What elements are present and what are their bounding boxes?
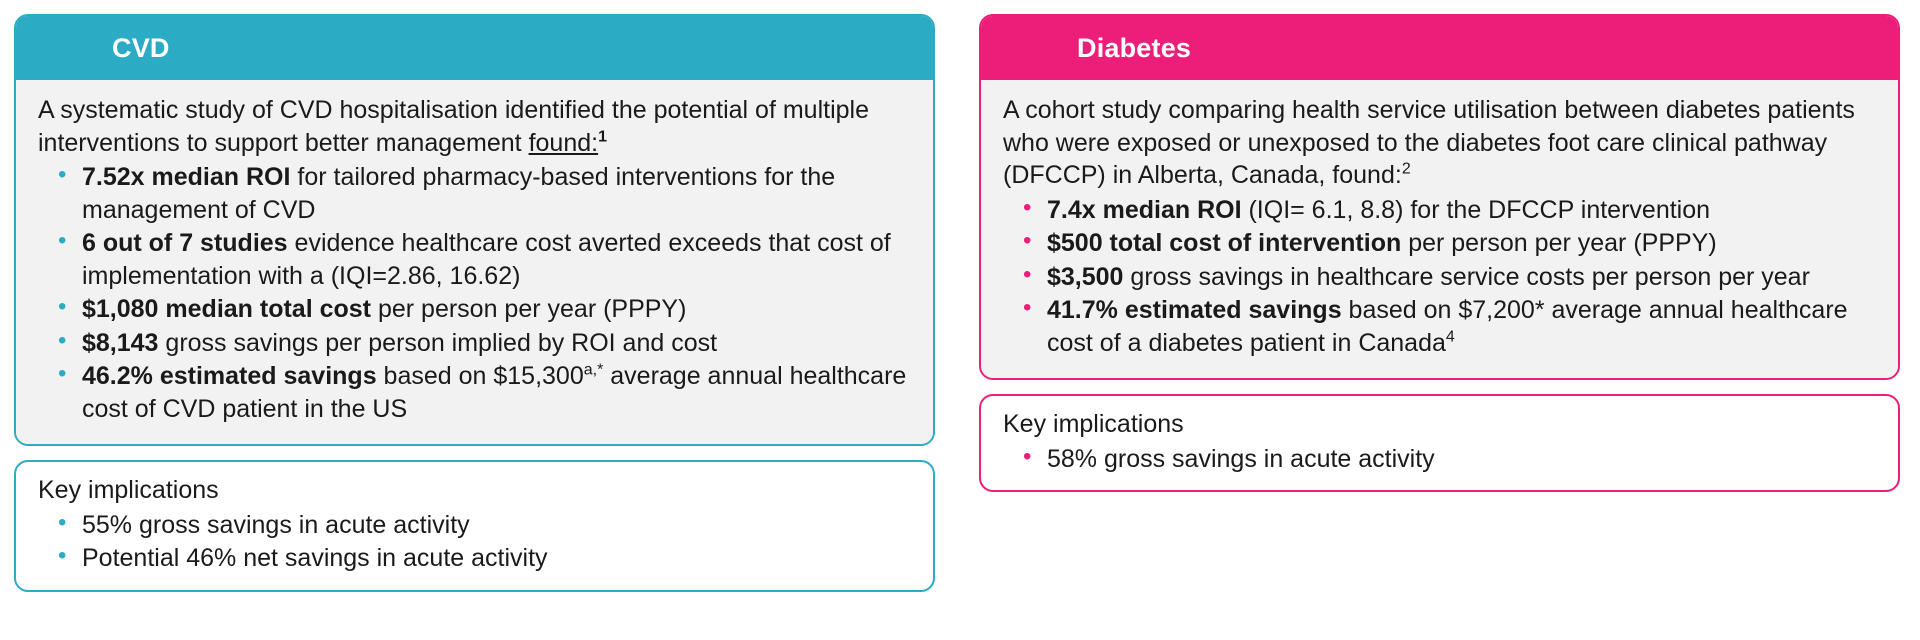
card-body-cvd [16,80,933,444]
list-item: • Potential 46% net savings in acute activity [38,542,911,575]
list-item [38,293,911,326]
list-item [1003,194,1876,227]
bullet-bold-text: $500 total cost of intervention [1047,229,1402,257]
bullet-footnote-ref: 4 [1445,328,1455,346]
card-body-diabetes [981,80,1898,378]
intro-footnote-ref-cvd: 1 [598,128,607,146]
list-item [38,161,911,226]
bullet-bold-text: 46.2% estimated savings [82,362,377,390]
bullet-tail-text: average annual healthcare cost of CVD patient in the US [82,362,907,423]
bullet-rest-text: gross savings per person implied by ROI and cost [158,328,718,357]
bullet-bold-text: 6 out of 7 studies [82,229,288,257]
bullet-bold-text: 7.4x median ROI [1047,195,1242,224]
implications-title-diabetes: Key implications [1003,410,1184,438]
intro-text-diabetes: A cohort study comparing health service utilisation between diabetes patients who were exposed or unexposed to the diabetes foot care clinical pathway (DFCCP) in Alberta, Canada, found: [1003,96,1855,189]
card-header-diabetes [981,16,1898,80]
implications-card-cvd [14,460,935,592]
implications-list-diabetes [1003,443,1876,476]
list-item [1003,227,1876,260]
implications-title-cvd: Key implications [38,476,219,504]
implications-card-diabetes [979,394,1900,492]
bullet-rest-text: (IQI= 6.1, 8.8) for the DFCCP intervention [1241,195,1711,224]
column-diabetes [979,14,1900,620]
intro-link-cvd[interactable]: found: [528,128,599,157]
card-title-diabetes: Diabetes [1077,32,1192,63]
intro-footnote-ref-diabetes: 2 [1401,160,1411,178]
bullet-bold-text: 7.52x median ROI [82,163,291,191]
list-item [38,227,911,292]
list-item: • 55% gross savings in acute activity [38,509,911,542]
bullet-bold-text: $1,080 median total cost [82,295,372,323]
bullet-rest-text: based on $15,300 [376,362,584,390]
intro-paragraph-diabetes [1003,94,1876,192]
bullet-list-diabetes [1003,194,1876,360]
bullet-rest-text: based on $7,200* average annual healthcare cost of a diabetes patient in Canada [1047,296,1848,357]
implications-list-cvd [38,509,911,575]
bullet-bold-text: $3,500 [1047,262,1124,291]
intro-text-cvd: A systematic study of CVD hospitalisation identified the potential of multiple interventions to support better management [38,96,869,157]
list-item [38,327,911,360]
card-header-cvd [16,16,933,80]
bullet-rest-text: for tailored pharmacy-based interventions for the management of CVD [82,163,836,224]
bullet-rest-text: evidence healthcare cost averted exceeds that cost of implementation with a (IQI=2.86, 16.62) [82,229,891,290]
bullet-rest-text: gross savings in healthcare service costs per person per year [1123,262,1810,291]
list-item: • 58% gross savings in acute activity [1003,443,1876,476]
list-item [38,360,911,425]
bullet-rest-text: per person per year (PPPY) [1401,229,1717,257]
card-title-cvd: CVD [112,32,170,63]
bullet-list-cvd [38,161,911,425]
list-item [1003,261,1876,294]
bullet-footnote-ref: a,* [583,361,604,379]
bullet-rest-text: per person per year (PPPY) [371,295,687,323]
bullet-bold-text: 41.7% estimated savings [1047,296,1342,324]
card-cvd [14,14,935,446]
column-cvd [14,14,935,620]
bullet-bold-text: $8,143 [82,328,159,357]
intro-paragraph-cvd [38,94,911,159]
list-item [1003,294,1876,359]
card-diabetes [979,14,1900,380]
